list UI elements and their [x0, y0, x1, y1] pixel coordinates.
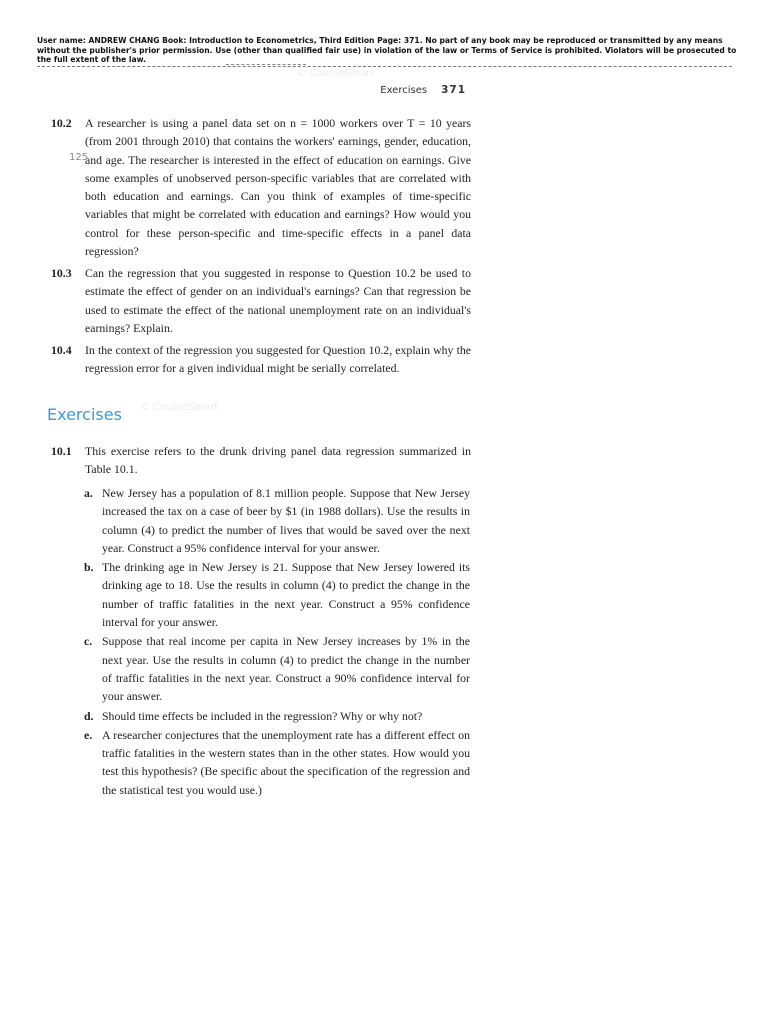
part-label: c. — [84, 634, 93, 649]
part-text: Suppose that real income per capita in New Jersey increases by 1% in the next year. Use the results in column (4) to predict the change in the number of traffic fatalities in the next year. Construct a 90% confidence interval for your answer. — [102, 634, 470, 704]
exercises-heading: Exercises — [47, 405, 122, 424]
part-label: e. — [84, 727, 93, 742]
part-text: Should time effects be included in the regression? Why or why not? — [102, 708, 423, 723]
exercise-intro: This exercise refers to the drunk driving panel data regression summarized in Table 10.1. — [85, 444, 471, 477]
exercise-part — [84, 707, 470, 725]
copyright-notice: User name: ANDREW CHANG Book: Introduction to Econometrics, Third Edition Page: 371. No part of any book may be reproduced or transmitted by any means without the publisher's prior permission. Use (other than qualified fair use) in violation of the law or Terms of Service is prohibited. Violators will be prosecuted to the full extent of the law. — [37, 36, 737, 64]
exercise-part — [84, 558, 470, 631]
watermark-mid: © CourseSmart — [140, 402, 219, 413]
exercise-10-1 — [51, 442, 471, 479]
part-label: d. — [84, 708, 94, 723]
overlay-fragment: 125 — [69, 152, 89, 163]
question-text: A researcher is using a panel data set on n = 1000 workers over T = 10 years (from 2001 through 2010) that contains the workers' earnings, gender, education, and age. The researcher is interested in the effect of education on earnings. Give some examples of unobserved person-specific variables that are correlated with both education and earnings. Can you think of examples of time-specific variables that might be correlated with education and earnings? How would you control for these person-specific and time-specific effects in a panel data regression? — [85, 116, 471, 259]
exercise-number: 10.1 — [51, 444, 72, 458]
part-label: b. — [84, 560, 94, 575]
question-number: 10.4 — [51, 343, 72, 357]
question-10-2 — [51, 114, 471, 260]
header-divider-short — [226, 64, 306, 65]
exercise-part — [84, 632, 470, 705]
page-number: 371 — [441, 84, 466, 96]
exercise-parts — [84, 484, 470, 799]
running-head — [380, 84, 466, 96]
question-text: In the context of the regression you suggested for Question 10.2, explain why the regression error for a given individual might be serially correlated. — [85, 343, 471, 376]
running-head-section: Exercises — [380, 85, 428, 96]
question-10-3 — [51, 264, 471, 337]
part-label: a. — [84, 486, 93, 500]
exercise-part — [84, 726, 470, 799]
question-number: 10.3 — [51, 266, 72, 280]
part-text: The drinking age in New Jersey is 21. Suppose that New Jersey lowered its drinking age to 18. Use the results in column (4) to predict the change in the number of traffic fatalities in the next year. Construct a 95% confidence interval for your answer. — [102, 560, 470, 630]
question-10-4 — [51, 341, 471, 378]
question-number: 10.2 — [51, 116, 72, 130]
part-text: New Jersey has a population of 8.1 million people. Suppose that New Jersey increased the tax on a case of beer by $1 (in 1988 dollars). Use the results in column (4) to predict the number of lives that would be saved over the next year. Construct a 95% confidence interval for your answer. — [102, 486, 470, 555]
exercise-part — [84, 484, 470, 557]
watermark-top: © CourseSmart — [296, 68, 375, 79]
header-divider — [37, 66, 732, 67]
question-text: Can the regression that you suggested in response to Question 10.2 be used to estimate the effect of gender on an individual's earnings? Can that regression be used to estimate the effect of the national unemployment rate on an individual's earnings? Explain. — [85, 266, 471, 335]
part-text: A researcher conjectures that the unemployment rate has a different effect on traffic fatalities in the western states than in the other states. How would you test this hypothesis? (Be specific about the specification of the regression and the statistical test you would use.) — [102, 727, 470, 797]
